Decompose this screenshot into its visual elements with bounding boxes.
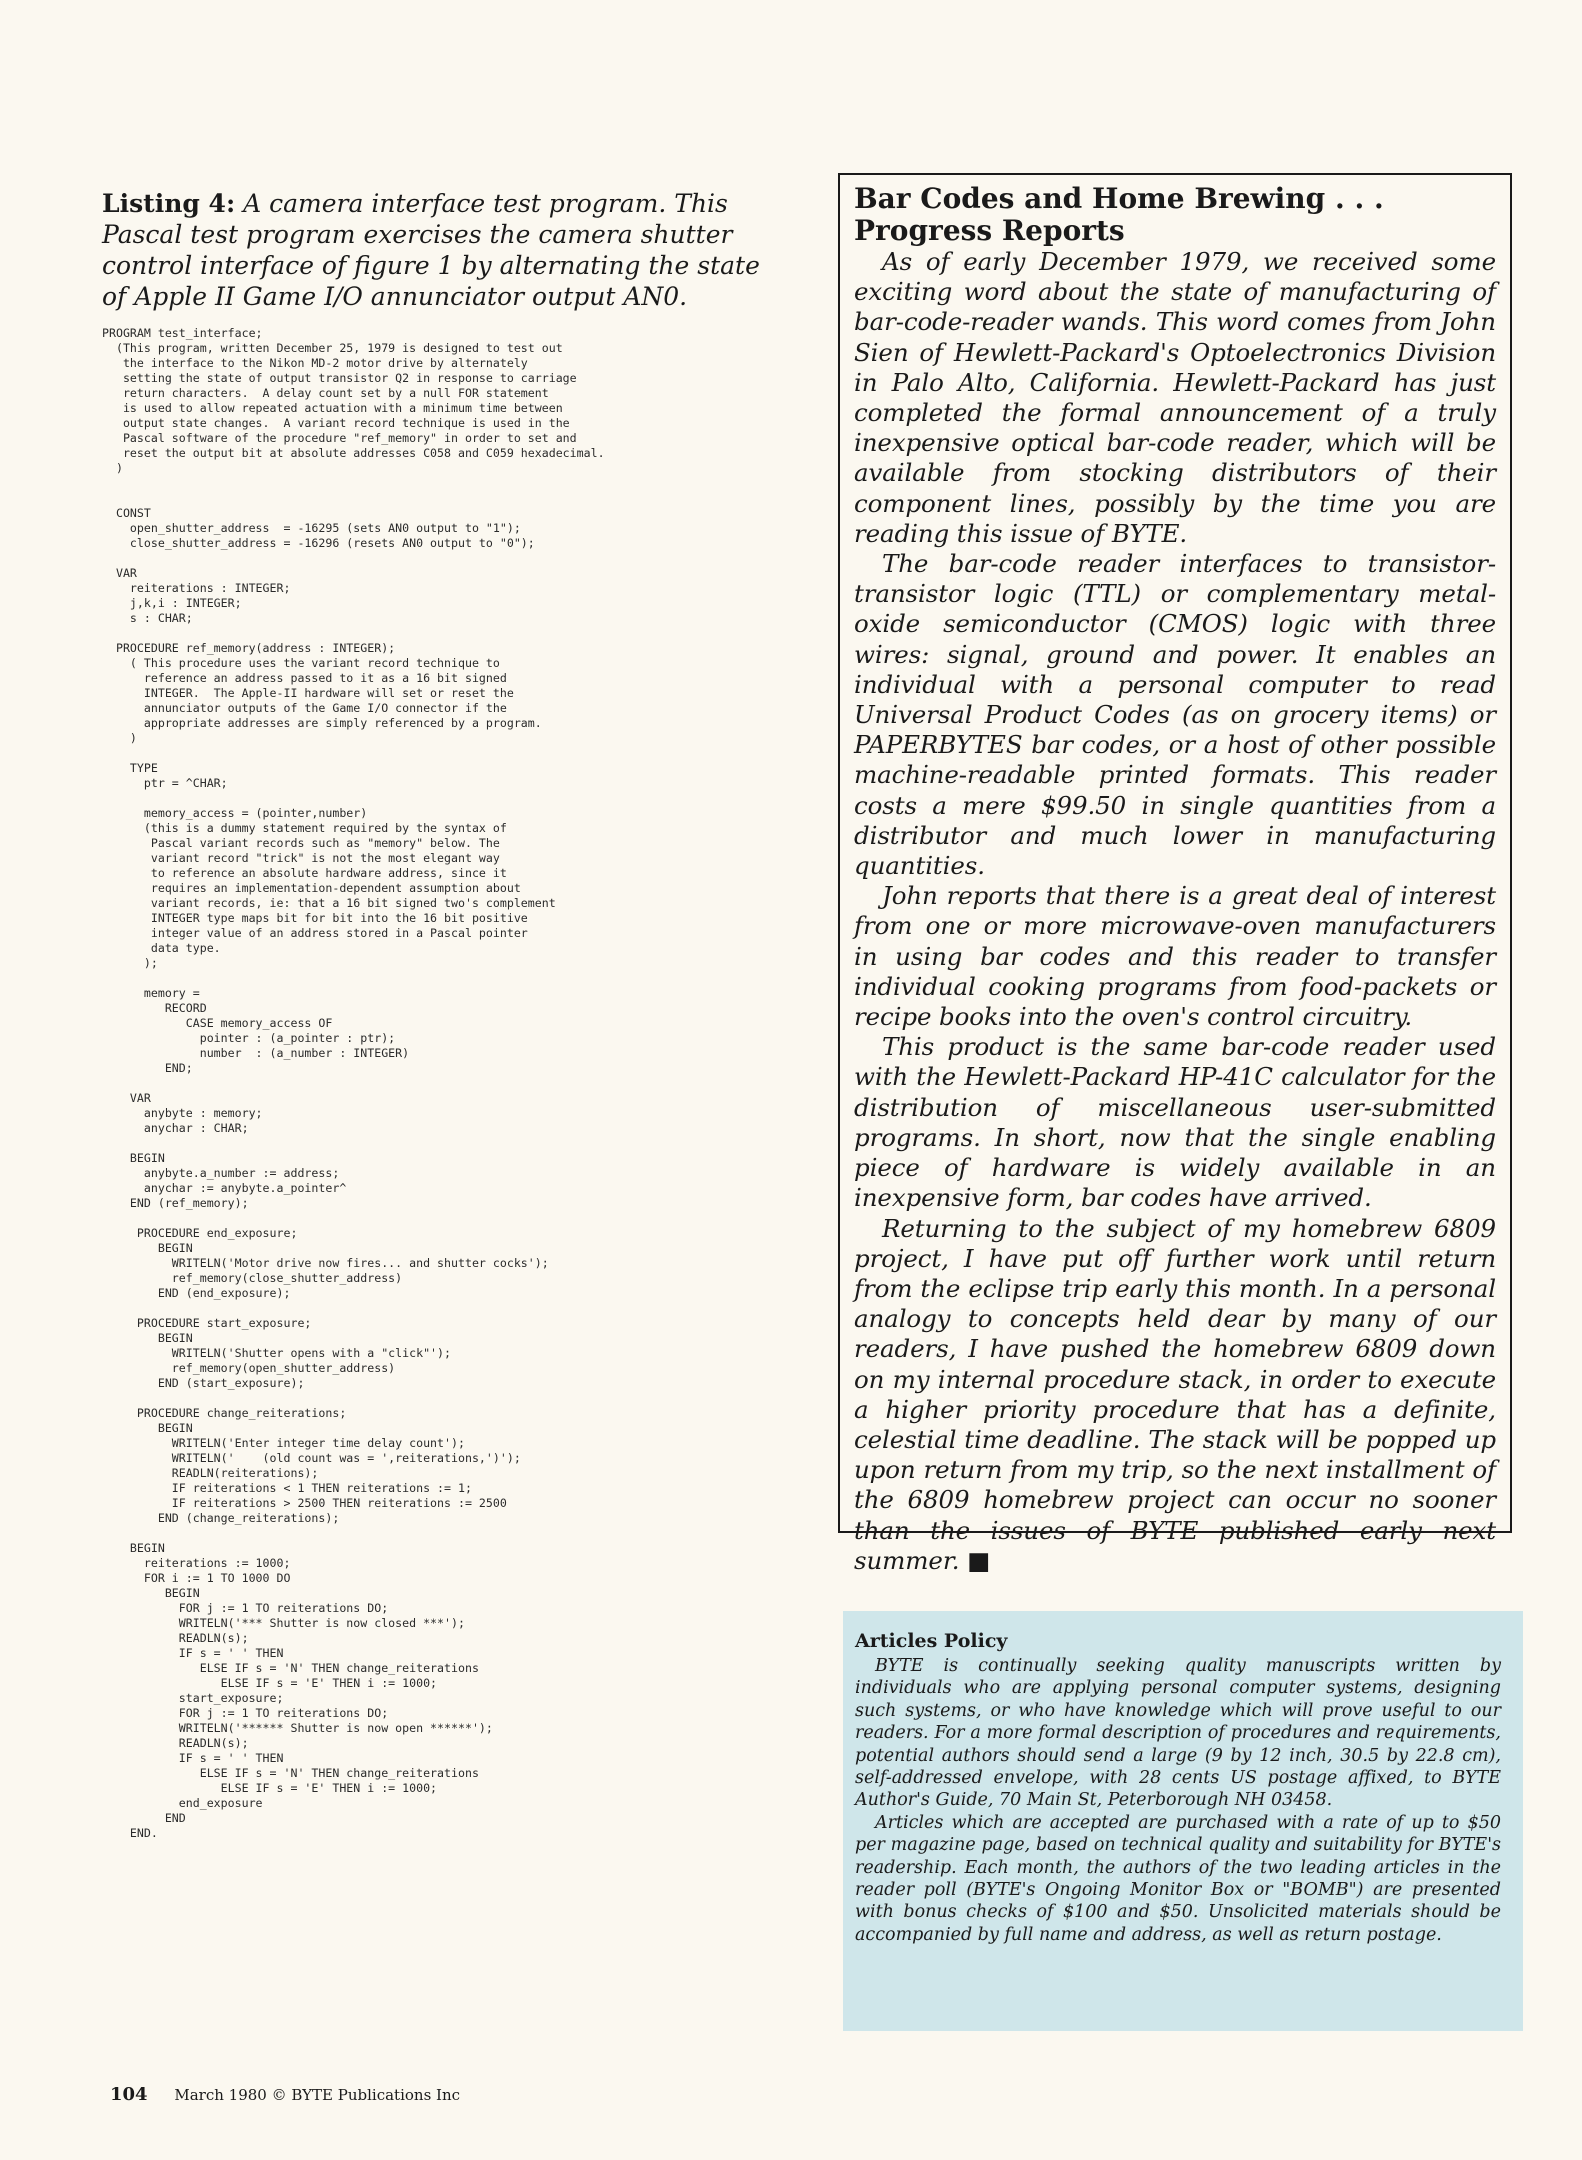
policy-title: Articles Policy bbox=[855, 1630, 1008, 1652]
page-footer bbox=[110, 2084, 460, 2105]
sidebar-paragraph: As of early December 1979, we received some exciting word about the state of manufacturing of bar-code-reader wands. This word comes from John Sien of Hewlett-Packard's Optoelectronics Division in Palo Alto, California. Hewlett-Packard has just completed the formal announcement of a truly inexpensive optical bar-code reader, which will be available from stocking distributors of their component lines, possibly by the time you are reading this issue of BYTE. bbox=[854, 247, 1496, 548]
page-number: 104 bbox=[110, 2084, 148, 2105]
sidebar-paragraph: The bar-code reader interfaces to transistor-transistor logic (TTL) or complementary metal-oxide semiconductor (CMOS) logic with three wires: signal, ground and power. It enables an individual with a personal computer to read Universal Product Codes (as on grocery items) or PAPERBYTES bar codes, or a host of other possible machine-readable printed formats. This reader costs a mere $99.50 in single quantities from a distributor and much lower in manufacturing quantities. bbox=[854, 549, 1496, 881]
footer-credit: March 1980 © BYTE Publications Inc bbox=[174, 2086, 461, 2104]
listing-caption-text: A camera interface test program. This Pascal test program exercises the camera shutter control interface of figure 1 by alternating the state of Apple II Game I/O annunciator output AN0. bbox=[102, 189, 760, 311]
listing-caption bbox=[102, 188, 792, 312]
sidebar-paragraph: John reports that there is a great deal of interest from one or more microwave-oven manufacturers in using bar codes and this reader to transfer individual cooking programs from food-packets or recipe books into the oven's control circuitry. bbox=[854, 881, 1496, 1032]
bar-codes-sidebar bbox=[838, 173, 1512, 1575]
sidebar-paragraph-text: Returning to the subject of my homebrew 6809 project, I have put off further work until return from the eclipse trip early this month. In a personal analogy to concepts held dear by many of our readers, I have pushed the homebrew 6809 down on my internal procedure stack, in order to execute a higher priority procedure that has a definite, celestial time deadline. The stack will be popped up upon return from my trip, so the next installment of the 6809 homebrew project can occur no sooner than the issues of BYTE published early next summer. bbox=[854, 1213, 1496, 1575]
end-mark: ■ bbox=[967, 1545, 991, 1575]
sidebar-paragraph: This product is the same bar-code reader used with the Hewlett-Packard HP-41C calculator for the distribution of miscellaneous user-submitted programs. In short, now that the single enabling piece of hardware is widely available in an inexpensive form, bar codes have arrived. bbox=[854, 1032, 1496, 1213]
policy-paragraph: BYTE is continually seeking quality manuscripts written by individuals who are applying personal computer systems, designing such systems, or who have knowledge which will prove useful to our readers. For a more formal description of procedures and requirements, potential authors should send a large (9 by 12 inch, 30.5 by 22.8 cm), self-addressed envelope, with 28 cents US postage affixed, to BYTE Author's Guide, 70 Main St, Peterborough NH 03458. bbox=[855, 1656, 1501, 1811]
policy-paragraph: Articles which are accepted are purchased with a rate of up to $50 per magazine page, based on technical quality and suitability for BYTE's readership. Each month, the authors of the two leading articles in the reader poll (BYTE's Ongoing Monitor Box or "BOMB") are presented with bonus checks of $100 and $50. Unsolicited materials should be accompanied by full name and address, as well as return postage. bbox=[855, 1812, 1501, 1945]
articles-policy-box bbox=[843, 1611, 1523, 2031]
sidebar-paragraph-last bbox=[854, 1214, 1496, 1576]
sidebar-title-line1: Bar Codes and Home Brewing . . . bbox=[854, 182, 1384, 215]
sidebar-title bbox=[854, 183, 1496, 247]
pascal-code-listing: PROGRAM test_interface; (This program, written December 25, 1979 is designed to test out the interface to the Nikon MD-2 motor drive by alternately setting the state of output transistor Q2 in response to carriage return characters. A delay count set by a null FOR statement is used to allow repeated actuation with a minimum time between output state changes. A variant record technique is used in the Pascal software of the procedure "ref_memory" in order to set and reset the output bit at absolute addresses C058 and C059 hexadecimal. ) CONST open_shutter_address = -16295 (sets AN0 output to "1"); close_shutter_address = -16296 (resets AN0 output to "0"); VAR reiterations : INTEGER; j,k,i : INTEGER; s : CHAR; PROCEDURE ref_memory(address : INTEGER); ( This procedure uses the variant record technique to reference an address passed to it as a 16 bit signed INTEGER. The Apple-II hardware will set or reset the annunciator outputs of the Game I/O connector if the appropriate addresses are simply referenced by a program. ) TYPE ptr = ^CHAR; memory_access = (pointer,number) (this is a dummy statement required by the syntax of Pascal variant records such as "memory" below. The variant record "trick" is not the most elegant way to reference an absolute hardware address, since it requires an implementation-dependent assumption about variant records, ie: that a 16 bit signed two's complement INTEGER type maps bit for bit into the 16 bit positive integer value of an address stored in a Pascal pointer data type. ); memory = RECORD CASE memory_access OF pointer : (a_pointer : ptr); number : (a_number : INTEGER) END; VAR anybyte : memory; anychar : CHAR; BEGIN anybyte.a_number := address; anychar := anybyte.a_pointer^ END (ref_memory); PROCEDURE end_exposure; BEGIN WRITELN('Motor drive now fires... and shutter cocks'); ref_memory(close_shutter_address) END (end_exposure); PROCEDURE start_exposure; BEGIN WRITELN('Shutter opens with a "click"'); ref_memory(open_shutter_address) END (start_exposure); PROCEDURE change_reiterations; BEGIN WRITELN('Enter integer time delay count'); WRITELN(' (old count was = ',reiterations,')'); READLN(reiterations); IF reiterations < 1 THEN reiterations := 1; IF reiterations > 2500 THEN reiterations := 2500 END (change_reiterations); BEGIN reiterations := 1000; FOR i := 1 TO 1000 DO BEGIN FOR j := 1 TO reiterations DO; WRITELN('*** Shutter is now closed ***'); READLN(s); IF s = ' ' THEN ELSE IF s = 'N' THEN change_reiterations ELSE IF s = 'E' THEN i := 1000; start_exposure; FOR j := 1 TO reiterations DO; WRITELN('****** Shutter is now open ******'); READLN(s); IF s = ' ' THEN ELSE IF s = 'N' THEN change_reiterations ELSE IF s = 'E' THEN i := 1000; end_exposure END END. bbox=[102, 326, 605, 1840]
sidebar-title-line2: Progress Reports bbox=[854, 214, 1125, 247]
listing-label: Listing 4: bbox=[102, 189, 236, 218]
